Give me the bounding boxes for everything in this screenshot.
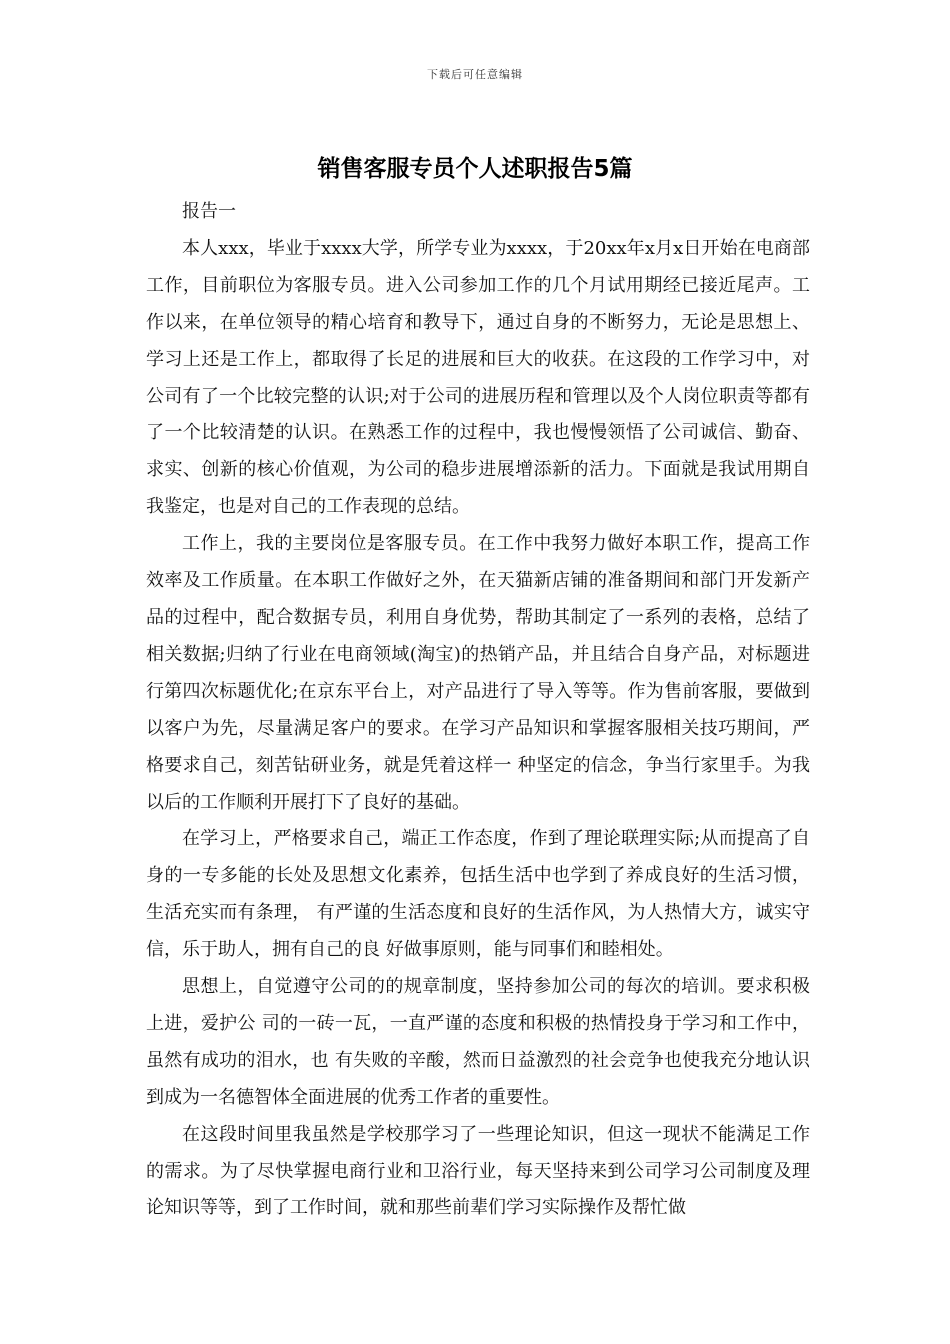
document-body [146, 194, 810, 1227]
paragraph-3: 在学习上，严格要求自己，端正工作态度，作到了理论联理实际;从而提高了自身的一专多能的长处及思想文化素养，包括生活中也学到了养成良好的生活习惯，生活充实而有条理， 有严谨的生活态度和良好的生活作风，为人热情大方，诚实守信，乐于助人，拥有自己的良 好做事原则，能与同事们和睦相处。 [146, 828, 810, 961]
document-title: 销售客服专员个人述职报告5篇 [317, 156, 633, 182]
paragraph-4: 思想上，自觉遵守公司的的规章制度，坚持参加公司的每次的培训。要求积极上进，爱护公 司的一砖一瓦，一直严谨的态度和积极的热情投身于学习和工作中，虽然有成功的泪水，也 有失败的辛酸，然而日益激烈的社会竞争也使我充分地认识到成为一名德智体全面进展的优秀工作者的重要性。 [146, 976, 810, 1108]
paragraph-2: 工作上，我的主要岗位是客服专员。在工作中我努力做好本职工作，提高工作效率及工作质量。在本职工作做好之外，在天猫新店铺的准备期间和部门开发新产品的过程中，配合数据专员，利用自身优势，帮助其制定了一系列的表格，总结了相关数据;归纳了行业在电商领域(淘宝)的热销产品，并且结合自身产品，对标题进行第四次标题优化;在京东平台上，对产品进行了导入等等。作为售前客服，要做到以客户为先，尽量满足客户的要求。在学习产品知识和掌握客服相关技巧期间，严格要求自己，刻苦钻研业务，就是凭着这样一 种坚定的信念，争当行家里手。为我以后的工作顺利开展打下了良好的基础。 [146, 533, 810, 813]
paragraph-1: 本人xxx，毕业于xxxx大学，所学专业为xxxx，于20xx年x月x日开始在电商部工作，目前职位为客服专员。进入公司参加工作的几个月试用期经已接近尾声。工作以来，在单位领导的精心培育和教导下，通过自身的不断努力，无论是思想上、学习上还是工作上，都取得了长足的进展和巨大的收获。在这段的工作学习中，对公司有了一个比较完整的认识;对于公司的进展历程和管理以及个人岗位职责等都有了一个比较清楚的认识。在熟悉工作的过程中，我也慢慢领悟了公司诚信、勤奋、求实、创新的核心价值观，为公司的稳步进展增添新的活力。下面就是我试用期自我鉴定，也是对自己的工作表现的总结。 [146, 237, 810, 518]
header-note: 下载后可任意编辑 [427, 68, 523, 81]
paragraph-5: 在这段时间里我虽然是学校那学习了一些理论知识，但这一现状不能满足工作的需求。为了尽快掌握电商行业和卫浴行业，每天坚持来到公司学习公司制度及理论知识等等，到了工作时间，就和那些前辈们学习实际操作及帮忙做 [146, 1123, 810, 1219]
section-label: 报告一 [182, 201, 236, 222]
